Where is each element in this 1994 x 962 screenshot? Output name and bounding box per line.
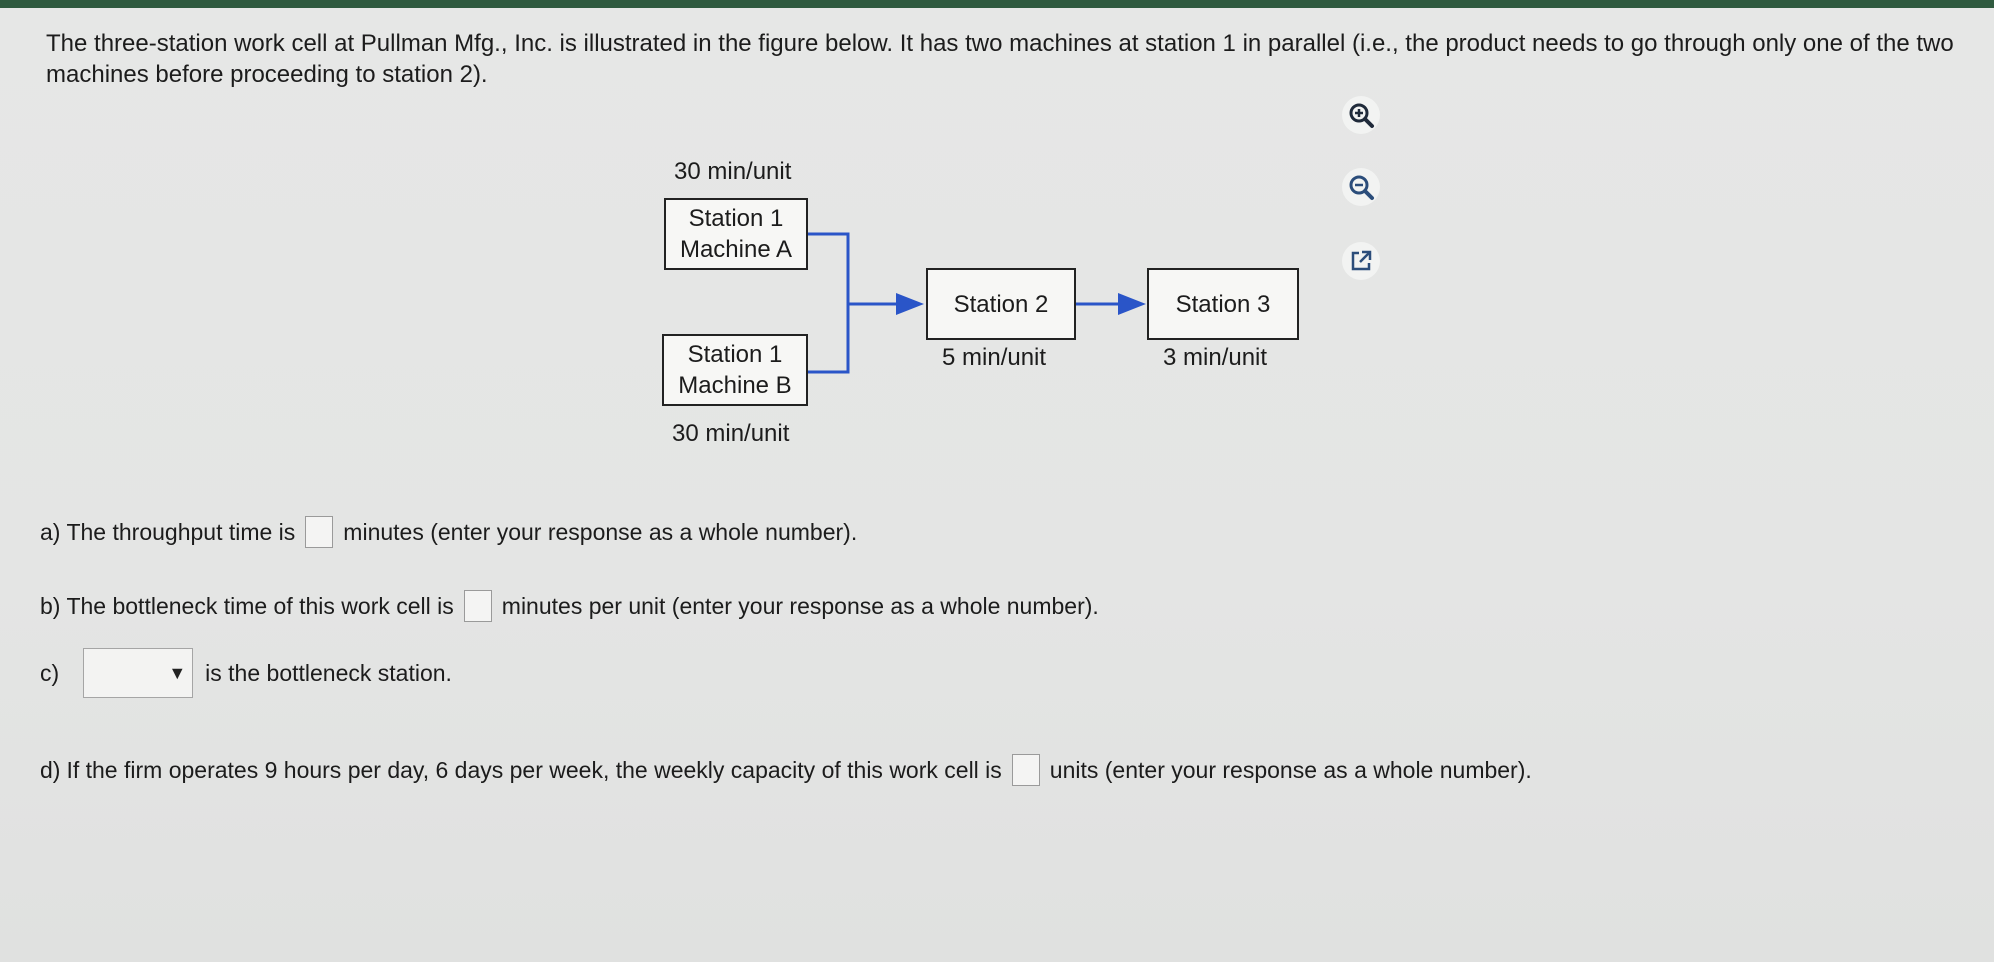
question-a [40,516,857,548]
question-b [40,590,1099,622]
question-b-letter: b) [40,592,61,619]
connector-machine-a [808,234,848,372]
arrow-head-to-station3 [1118,293,1146,315]
question-b-text-before: The bottleneck time of this work cell is [66,592,454,619]
question-d [40,754,1532,786]
zoom-out-icon [1347,173,1375,201]
zoom-out-button[interactable] [1342,168,1380,206]
question-c-letter: c) [40,659,60,686]
zoom-in-button[interactable] [1342,96,1380,134]
machine-a-station-label: Station 1 [688,205,784,232]
question-a-text-before: The throughput time is [66,518,296,545]
station3-rate: 3 min/unit [1163,344,1268,371]
station3-label: Station 3 [1175,290,1271,318]
question-a-letter: a) [40,518,61,545]
dropdown-arrow-icon: ▼ [168,662,187,683]
problem-statement: The three-station work cell at Pullman Mfg., Inc. is illustrated in the figure below. It has two machines at station 1 in parallel (i.e., the product needs to go through only one of the two machines before proceeding to station 2). [46,30,1954,88]
station1-machine-b-box [662,334,808,406]
machine-b-machine-label: Machine B [678,372,792,399]
question-d-text-before: If the firm operates 9 hours per day, 6 days per week, the weekly capacity of this work cell is [66,756,1002,783]
question-b-text-after: minutes per unit (enter your response as a whole number). [501,592,1099,619]
machine-a-machine-label: Machine A [679,236,793,263]
machine-b-rate: 30 min/unit [672,420,790,447]
question-c-text-after: is the bottleneck station. [205,659,452,686]
bottleneck-station-dropdown[interactable] [83,648,193,698]
question-d-letter: d) [40,756,61,783]
zoom-in-icon [1347,101,1375,129]
weekly-capacity-input[interactable] [1012,754,1040,786]
machine-b-station-label: Station 1 [687,341,783,368]
question-d-text-after: units (enter your response as a whole number). [1049,756,1532,783]
throughput-time-input[interactable] [305,516,333,548]
station1-machine-a-box [664,198,808,270]
station3-box [1147,268,1299,340]
station2-rate: 5 min/unit [942,344,1047,371]
machine-a-rate: 30 min/unit [674,158,792,185]
bottleneck-time-input[interactable] [464,590,492,622]
station2-box [926,268,1076,340]
station2-label: Station 2 [953,290,1049,318]
question-a-text-after: minutes (enter your response as a whole number). [343,518,858,545]
connector-machine-b [808,300,848,372]
open-external-button[interactable] [1342,242,1380,280]
open-external-icon [1348,248,1374,274]
question-c [40,648,452,698]
arrow-head-to-station2 [896,293,924,315]
